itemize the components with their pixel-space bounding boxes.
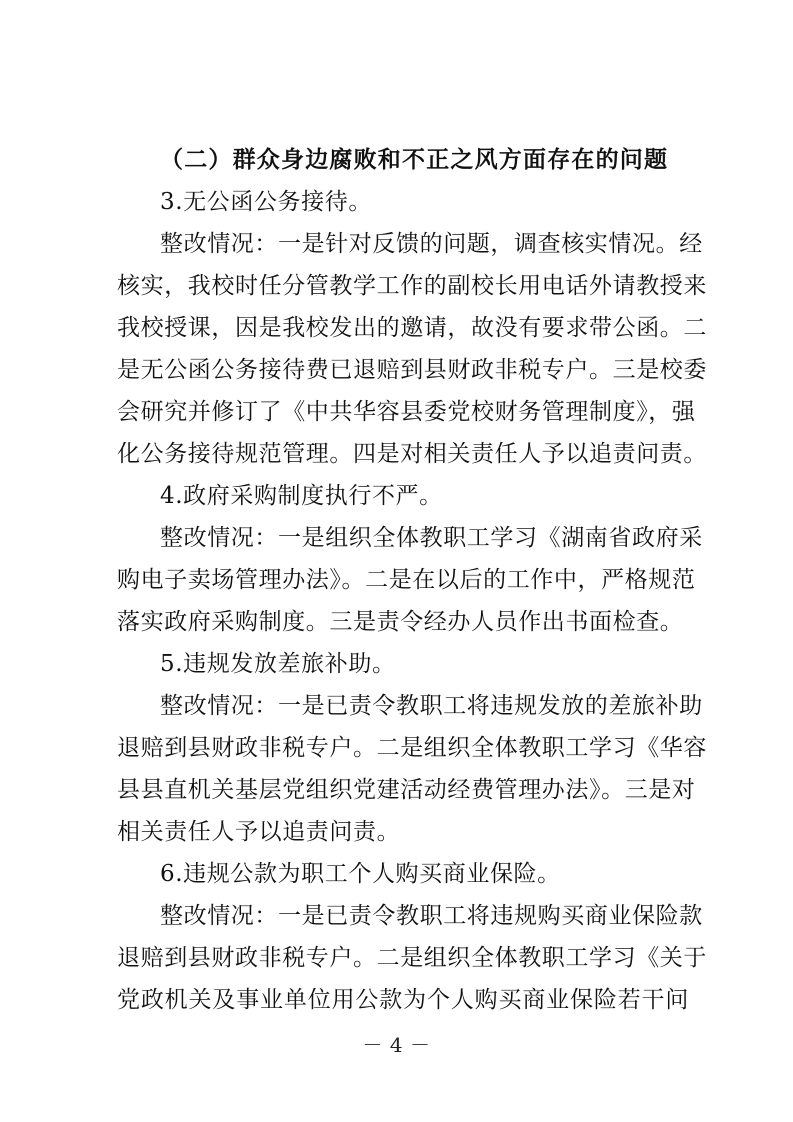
item-3-body-line: 我校授课，因是我校发出的邀请，故没有要求带公函。二 [117, 315, 707, 341]
page-number: － 4 － [362, 1033, 431, 1057]
item-5-body-line: 相关责任人予以追责问责。 [117, 819, 401, 845]
item-3-body-line: 核实，我校时任分管教学工作的副校长用电话外请教授来 [117, 273, 707, 299]
section-heading: （二）群众身边腐败和不正之风方面存在的问题 [160, 146, 669, 173]
item-5-body-line: 退赔到县财政非税专户。二是组织全体教职工学习《华容 [117, 735, 707, 761]
item-3-body-line: 会研究并修订了《中共华容县委党校财务管理制度》，强 [117, 399, 696, 425]
item-5-body-line: 整改情况：一是已责令教职工将违规发放的差旅补助 [160, 693, 703, 719]
item-5-title: 5.违规发放差旅补助。 [160, 651, 396, 677]
item-3-body-line: 整改情况：一是针对反馈的问题，调查核实情况。经 [160, 231, 703, 257]
item-6-body-line: 整改情况：一是已责令教职工将违规购买商业保险款 [160, 903, 703, 929]
item-4-body-line: 整改情况：一是组织全体教职工学习《湖南省政府采 [160, 525, 703, 551]
item-3-body-line: 化公务接待规范管理。四是对相关责任人予以追责问责。 [117, 441, 707, 467]
item-5-body-line: 县县直机关基层党组织党建活动经费管理办法》。三是对 [117, 777, 696, 803]
item-6-body-line: 党政机关及事业单位用公款为个人购买商业保险若干问 [117, 987, 689, 1013]
item-6-title: 6.违规公款为职工个人购买商业保险。 [160, 861, 561, 887]
item-4-title: 4.政府采购制度执行不严。 [160, 483, 443, 509]
item-6-body-line: 退赔到县财政非税专户。二是组织全体教职工学习《关于 [117, 945, 707, 971]
item-4-body-line: 落实政府采购制度。三是责令经办人员作出书面检查。 [117, 609, 684, 635]
item-3-title: 3.无公函公务接待。 [160, 189, 372, 215]
item-4-body-line: 购电子卖场管理办法》。二是在以后的工作中，严格规范 [117, 567, 696, 593]
item-3-body-line: 是无公函公务接待费已退赔到县财政非税专户。三是校委 [117, 357, 707, 383]
